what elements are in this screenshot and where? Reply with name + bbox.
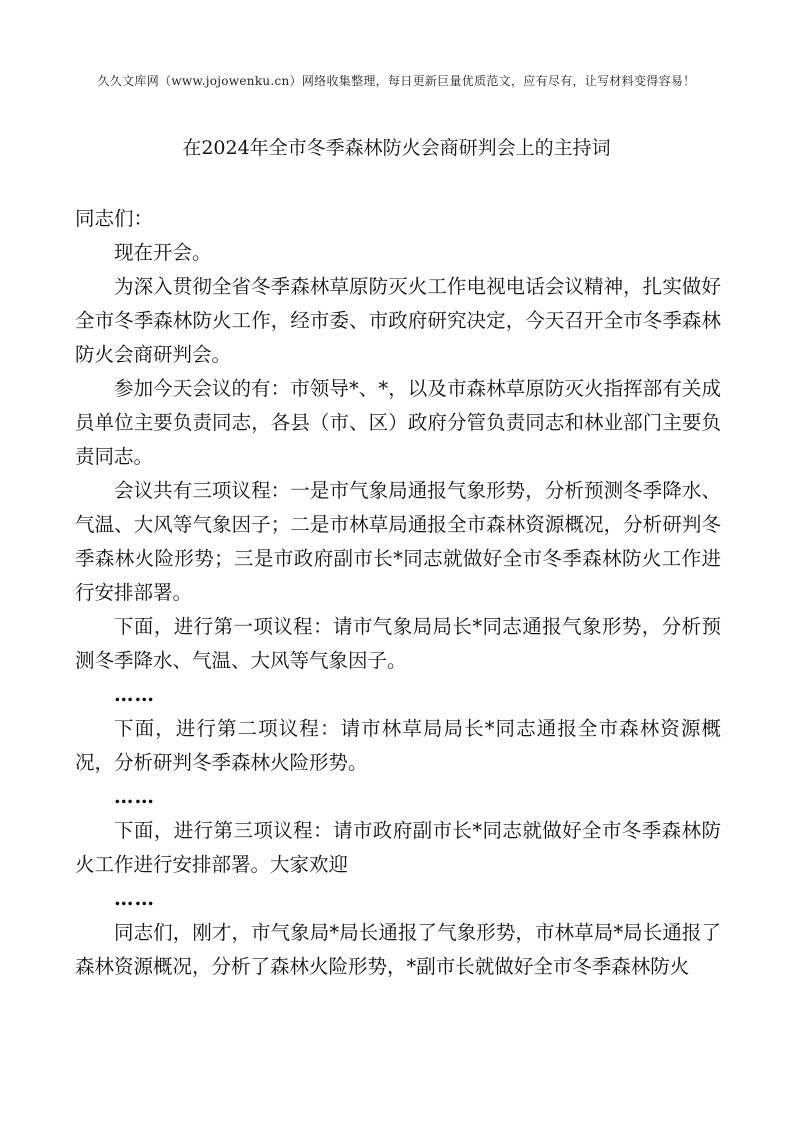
document-title: 在2024年全市冬季森林防火会商研判会上的主持词 bbox=[182, 137, 611, 159]
body-paragraph: 下面，进行第二项议程：请市林草局局长*同志通报全市森林资源概况，分析研判冬季森林火险形势。 bbox=[75, 717, 721, 774]
body-paragraph: 下面，进行第三项议程：请市政府副市长*同志就做好全市冬季森林防火工作进行安排部署。大家欢迎 bbox=[75, 819, 721, 876]
body-paragraph: 参加今天会议的有：市领导*、*，以及市森林草原防灭火指挥部有关成员单位主要负责同志，各县（市、区）政府分管负责同志和林业部门主要负责同志。 bbox=[75, 377, 721, 468]
header-note: 久久文库网（www.jojowenku.cn）网络收集整理，每日更新巨量优质范文，应有尽有，让写材料变得容易！ bbox=[97, 74, 696, 88]
body-paragraph: 同志们，刚才，市气象局*局长通报了气象形势，市林草局*局长通报了森林资源概况，分析了森林火险形势，*副市长就做好全市冬季森林防火 bbox=[75, 921, 721, 978]
ellipsis: …… bbox=[114, 887, 155, 910]
body-paragraph: 会议共有三项议程：一是市气象局通报气象形势，分析预测冬季降水、气温、大风等气象因子；二是市林草局通报全市森林资源概况，分析研判冬季森林火险形势；三是市政府副市长*同志就做好全市冬季森林防火工作进行安排部署。 bbox=[75, 479, 721, 604]
ellipsis: …… bbox=[114, 683, 155, 706]
document-body bbox=[75, 202, 721, 984]
ellipsis: …… bbox=[114, 785, 155, 808]
body-paragraph: 为深入贯彻全省冬季森林草原防灭火工作电视电话会议精神，扎实做好全市冬季森林防火工作，经市委、市政府研究决定，今天召开全市冬季森林防火会商研判会。 bbox=[75, 275, 721, 366]
body-paragraph: 下面，进行第一项议程：请市气象局局长*同志通报气象形势，分析预测冬季降水、气温、大风等气象因子。 bbox=[75, 615, 721, 672]
body-paragraph: 现在开会。 bbox=[114, 241, 212, 264]
salutation: 同志们： bbox=[75, 207, 154, 230]
